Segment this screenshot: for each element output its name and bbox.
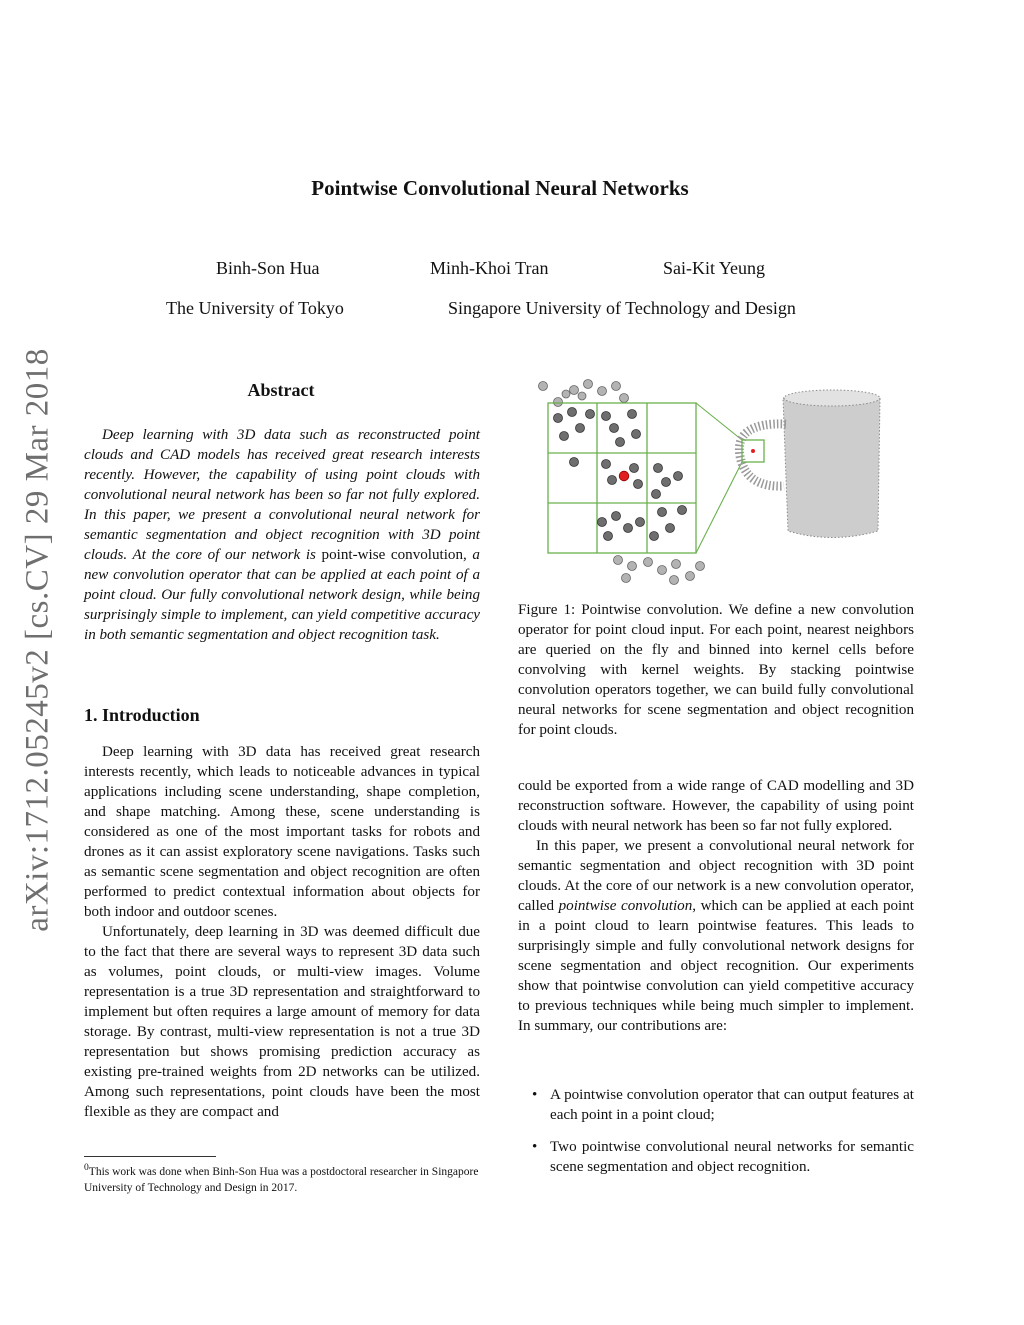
list-item (518, 1137, 914, 1177)
footnote-mark: 0 (84, 1162, 89, 1173)
abstract-upright-term: point-wise convolution, (321, 547, 467, 563)
abstract-part-1: Deep learning with 3D data such as reconstructed point clouds and CAD models has received great research interests recently. However, the capability of using point clouds with convolutional neural network has been so far not fully explored. In this paper, we present a convolutional neural network for semantic segmentation and object recognition with 3D point clouds. At the core of our network is (84, 427, 480, 563)
author-1: Binh-Son Hua (216, 258, 320, 278)
arxiv-identifier: arXiv:1712.05245v2 [cs.CV] 29 Mar 2018 (19, 348, 56, 932)
footnote (84, 1160, 484, 1196)
query-point (619, 471, 629, 481)
right-paragraph-2a: In this paper, we present a convolutional neural network for semantic segmentation and object recognition with 3D point clouds. At the core of our network is a new convolution operator, called (518, 838, 914, 914)
right-paragraph-2b: , which can be applied at each point in a point cloud to learn pointwise features. This leads to surprisingly simple and fully convolutional network designs for scene segmentation and object recognition. Our experiments show that pointwise convolution can yield competitive accuracy to previous techniques while being much simpler to implement. In summary, our contributions are: (518, 898, 914, 1034)
abstract-heading: Abstract (247, 380, 315, 400)
affiliation-2: Singapore University of Technology and Design (448, 298, 796, 318)
footnote-divider (84, 1156, 216, 1157)
abstract-body (84, 425, 480, 645)
abstract-part-2: a new convolution operator that can be applied at each point of a point cloud. Our fully convolutional network design, while being surprisingly simple to implement, can yield competitive accuracy in both semantic segmentation and object recognition task. (84, 547, 480, 643)
contribution-2: Two pointwise convolutional neural networks for semantic scene segmentation and object recognition. (550, 1139, 914, 1175)
intro-paragraph-2: Unfortunately, deep learning in 3D was deemed difficult due to the fact that there are several ways to represent 3D data such as volumes, point clouds, or multi-view images. Volume representation is a true 3D representation and straightforward to implement but often requires a large amount of memory for data storage. By contrast, multi-view representation is not a true 3D representation but shows promising prediction accuracy as existing pre-trained weights from 2D networks can be utilized. Among such representations, point clouds have been the most flexible as they are compact and (84, 924, 480, 1120)
right-paragraph-2 (518, 836, 914, 1036)
scattered-points-bottom (614, 556, 705, 585)
contributions-list (518, 1085, 914, 1189)
introduction-body (84, 742, 480, 1122)
bullet-icon: • (532, 1087, 538, 1103)
list-item (518, 1085, 914, 1125)
right-paragraph-1: could be exported from a wide range of CAD modelling and 3D reconstruction software. However, the capability of using point clouds with neural network has been so far not fully explored. (518, 778, 914, 834)
emphasis-pointwise-convolution: pointwise convolution (558, 898, 693, 914)
mug-point-cloud (739, 390, 880, 538)
intro-paragraph-1: Deep learning with 3D data has received great research interests recently, which leads to noticeable advances in typical applications including scene understanding, shape completion, and shape matching. Among these, scene understanding is considered as one of the most important tasks for robots and drones as it can assist exploratory scene navigations. Tasks such as semantic scene segmentation and object recognition are often performed to predict contextual information about objects for both indoor and outdoor scenes. (84, 744, 480, 920)
figure-1-caption: Figure 1: Pointwise convolution. We define a new convolution operator for point cloud input. For each point, nearest neighbors are queried on the fly and binned into kernel cells before convolving with kernel weights. By stacking pointwise convolution operators together, we can build fully convolutional neural networks for scene segmentation and object recognition for point clouds. (518, 602, 914, 738)
bullet-icon: • (532, 1139, 538, 1155)
right-column-body (518, 776, 914, 1036)
footnote-text: This work was done when Binh-Son Hua was a postdoctoral researcher in Singapore University of Technology and Design in 2017. (84, 1165, 479, 1194)
paper-title: Pointwise Convolutional Neural Networks (311, 176, 689, 200)
section-heading-introduction: 1. Introduction (84, 705, 200, 725)
figure-1-illustration (528, 376, 908, 588)
author-2: Minh-Khoi Tran (430, 258, 549, 278)
zoom-lines (696, 403, 742, 553)
affiliation-1: The University of Tokyo (166, 298, 344, 318)
contribution-1: A pointwise convolution operator that can output features at each point in a point cloud; (550, 1087, 914, 1123)
author-3: Sai-Kit Yeung (663, 258, 766, 278)
